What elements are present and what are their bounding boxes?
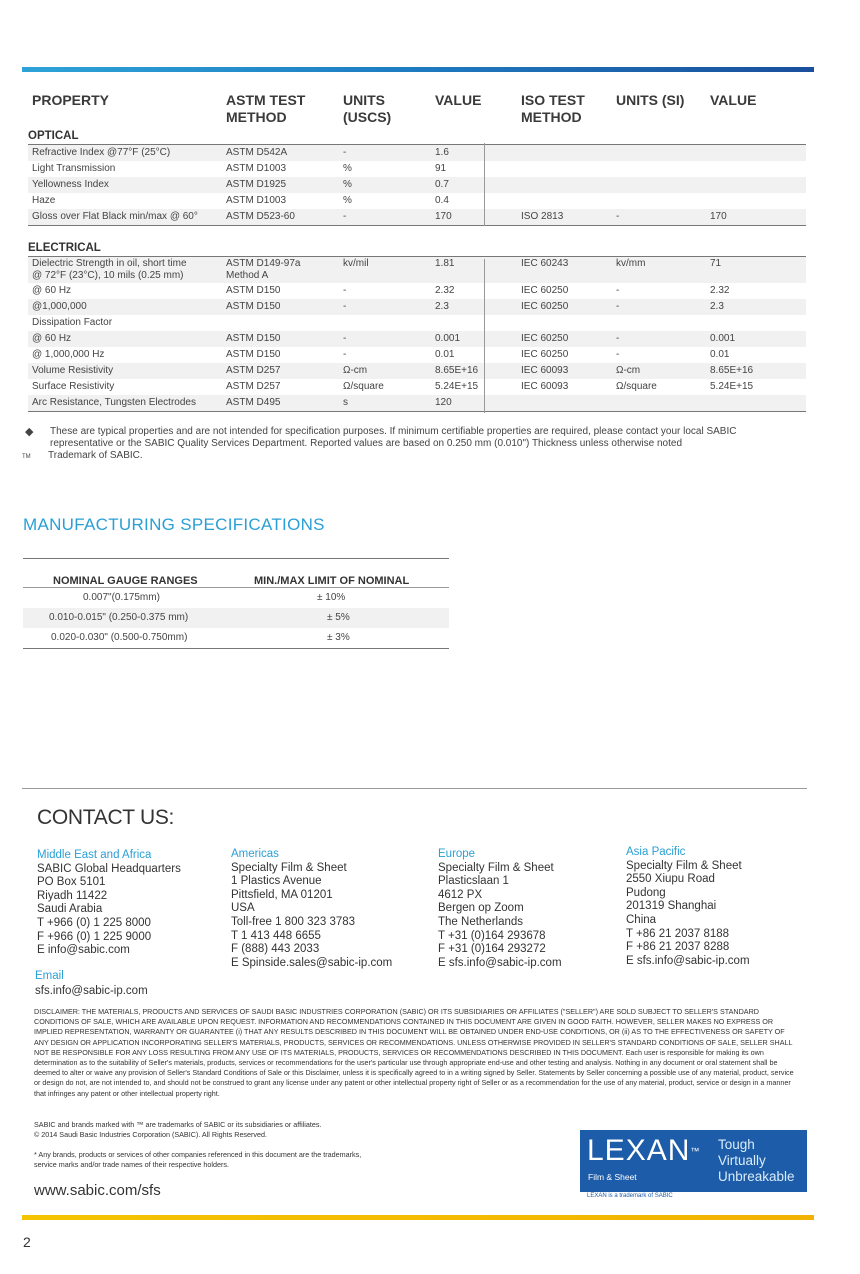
address-line: Specialty Film & Sheet (438, 861, 554, 874)
cell-units: - (343, 211, 347, 222)
property-table (28, 92, 806, 412)
cell-iso: IEC 60250 (521, 349, 569, 360)
cell-value-si: 5.24E+15 (710, 381, 754, 392)
lexan-logo (580, 1130, 807, 1192)
cell-units-si: - (616, 211, 620, 222)
logo-brand: LEXAN™ (587, 1134, 701, 1167)
logo-subtitle: Film & Sheet (588, 1172, 637, 1182)
address-line: Bergen op Zoom (438, 902, 524, 915)
cell-property: Dissipation Factor (32, 317, 113, 328)
table-row (28, 145, 806, 161)
cell-astm: ASTM D257 (226, 365, 281, 376)
table-row (28, 363, 806, 379)
cell-astm: ASTM D150 (226, 349, 281, 360)
address-line: PO Box 5101 (37, 876, 106, 889)
cell-gauge-range: 0.020-0.030" (0.500-0.750mm) (51, 632, 188, 643)
cell-limit: ± 3% (327, 632, 350, 643)
contact-asia (626, 846, 750, 968)
fax-line: F +31 (0)164 293272 (438, 943, 546, 956)
cell-value-si: 170 (710, 211, 727, 222)
table-row (28, 299, 806, 315)
table-row (28, 193, 806, 209)
cell-units: - (343, 301, 347, 312)
cell-iso: IEC 60250 (521, 333, 569, 344)
cell-units-si: Ω/square (616, 381, 657, 392)
fax-line: F +966 (0) 1 225 9000 (37, 930, 152, 943)
header-gauge-ranges: NOMINAL GAUGE RANGES (53, 575, 198, 587)
cell-value: 0.001 (435, 333, 461, 344)
table-row (28, 331, 806, 347)
cell-units: s (343, 397, 348, 408)
cell-value-si: 8.65E+16 (710, 365, 754, 376)
cell-value-si: 2.32 (710, 285, 730, 296)
cell-limit: ± 5% (327, 612, 350, 623)
cell-value-si: 0.01 (710, 349, 730, 360)
cell-property: Gloss over Flat Black min/max @ 60° (32, 211, 198, 222)
copyright-line: © 2014 Saudi Basic Industries Corporation (SABIC). All Rights Reserved. (34, 1130, 268, 1140)
phone-line: T +31 (0)164 293678 (438, 929, 546, 942)
table-row (23, 608, 449, 628)
table-row (23, 628, 449, 648)
trademark-line: SABIC and brands marked with ™ are trademarks of SABIC or its subsidiaries or affiliates. (34, 1120, 322, 1129)
cell-value: 1.81 (435, 258, 455, 269)
cell-units-si: - (616, 333, 620, 344)
cell-value: 8.65E+16 (435, 365, 479, 376)
other-trademarks-line: service marks and/or trade names of their respective holders. (34, 1160, 229, 1170)
fax-line: F +86 21 2037 8288 (626, 941, 730, 954)
cell-property: Surface Resistivity (32, 381, 115, 392)
cell-value: 0.4 (435, 195, 449, 206)
table-row (23, 588, 449, 608)
address-line: SABIC Global Headquarters (37, 862, 181, 875)
cell-limit: ± 10% (317, 592, 346, 603)
cell-value: 91 (435, 163, 447, 174)
cell-property: Yellowness Index (32, 179, 109, 190)
fax-line: F (888) 443 2033 (231, 943, 320, 956)
address-line: 4612 PX (438, 888, 483, 901)
cell-units: Ω/square (343, 381, 384, 392)
cell-astm: ASTM D150 (226, 333, 281, 344)
top-accent-bar (22, 67, 814, 72)
manufacturing-table (23, 558, 449, 649)
cell-property: Dielectric Strength in oil, short time @ 72°F (23°C), 10 mils (0.25 mm) (32, 258, 187, 281)
header-limit: MIN./MAX LIMIT OF NOMINAL (254, 575, 410, 587)
email-link[interactable]: E sfs.info@sabic-ip.com (438, 956, 562, 969)
address-line: China (626, 913, 657, 926)
cell-property: Arc Resistance, Tungsten Electrodes (32, 397, 196, 408)
cell-units: - (343, 349, 347, 360)
cell-value: 2.32 (435, 285, 455, 296)
cell-property: Volume Resistivity (32, 365, 114, 376)
bottom-accent-bar (22, 1215, 814, 1220)
email-link[interactable]: E sfs.info@sabic-ip.com (626, 954, 750, 967)
header-value: VALUE (435, 92, 482, 108)
trademark-note (22, 450, 143, 462)
cell-units: - (343, 333, 347, 344)
contact-europe (438, 848, 562, 970)
email-label: Email (35, 970, 64, 982)
diamond-icon: ◆ (25, 426, 34, 438)
cell-value: 5.24E+15 (435, 381, 479, 392)
table-header (28, 92, 806, 128)
header-value-si: VALUE (710, 92, 757, 108)
cell-iso: IEC 60250 (521, 301, 569, 312)
phone-line: T +86 21 2037 8188 (626, 927, 730, 940)
manufacturing-header (23, 559, 449, 587)
region-label: Americas (231, 848, 279, 860)
cell-units: % (343, 179, 352, 190)
cell-units: % (343, 195, 352, 206)
cell-value-si: 0.001 (710, 333, 736, 344)
typical-note-line2: representative or the SABIC Quality Services Department. Reported values are based on 0.250 mm (0.010") Thickness unless otherwise noted (50, 438, 683, 449)
table-row (28, 177, 806, 193)
trademark-statement (34, 1120, 322, 1140)
email-link[interactable]: E Spinside.sales@sabic-ip.com (231, 956, 393, 969)
address-line: Pittsfield, MA 01201 (231, 888, 333, 901)
address-line: Specialty Film & Sheet (626, 859, 742, 872)
typical-note-line1: These are typical properties and are not intended for specification purposes. If minimum certifiable properties are required, please contact your local SABIC (50, 426, 737, 437)
section-divider (28, 411, 806, 412)
table-row (28, 315, 806, 331)
section-electrical: ELECTRICAL (28, 242, 101, 254)
table-row (28, 379, 806, 395)
cell-gauge-range: 0.007"(0.175mm) (83, 592, 160, 603)
table-row (28, 161, 806, 177)
cell-property: Light Transmission (32, 163, 116, 174)
cell-value: 170 (435, 211, 452, 222)
iso-column-divider (484, 143, 485, 226)
cell-property: @ 60 Hz (32, 333, 72, 344)
cell-value: 1.6 (435, 147, 449, 158)
logo-tagline: Tough Virtually Unbreakable (718, 1137, 795, 1184)
cell-units-si: - (616, 285, 620, 296)
table-row (28, 347, 806, 363)
address-line: Specialty Film & Sheet (231, 861, 347, 874)
cell-property: @ 60 Hz (32, 285, 72, 296)
cell-units-si: kv/mm (616, 258, 646, 269)
tm-symbol: TM (22, 454, 31, 460)
table-row (28, 283, 806, 299)
header-iso-test: ISO TEST METHOD (521, 92, 585, 125)
trademark-text: Trademark of SABIC. (48, 450, 143, 461)
cell-property: Haze (32, 195, 56, 206)
cell-astm: ASTM D257 (226, 381, 281, 392)
address-line: Riyadh 11422 (37, 889, 108, 902)
section-divider (28, 225, 806, 226)
contact-americas (231, 848, 392, 970)
header-astm-test: ASTM TEST METHOD (226, 92, 306, 125)
address-line: 201319 Shanghai (626, 900, 717, 913)
cell-astm: ASTM D150 (226, 301, 281, 312)
cell-property: @ 1,000,000 Hz (32, 349, 105, 360)
cell-value: 2.3 (435, 301, 449, 312)
cell-value: 0.7 (435, 179, 449, 190)
contact-mea (37, 849, 181, 958)
contact-divider (22, 788, 807, 789)
other-trademarks-line: * Any brands, products or services of other companies referenced in this document are the trademarks, (34, 1150, 362, 1159)
cell-units: % (343, 163, 352, 174)
manufacturing-title: MANUFACTURING SPECIFICATIONS (23, 515, 325, 534)
cell-units: kv/mil (343, 258, 369, 269)
region-label: Europe (438, 848, 476, 860)
table-row (28, 395, 806, 411)
cell-units: - (343, 147, 347, 158)
header-units-uscs: UNITS (USCS) (343, 92, 392, 125)
cell-iso: IEC 60250 (521, 285, 569, 296)
address-line: USA (231, 902, 255, 915)
email-link[interactable]: E info@sabic.com (37, 944, 130, 957)
cell-units-si: - (616, 349, 620, 360)
website-link[interactable]: www.sabic.com/sfs (34, 1182, 161, 1199)
address-line: The Netherlands (438, 915, 524, 928)
cell-astm: ASTM D150 (226, 285, 281, 296)
header-units-si: UNITS (SI) (616, 92, 685, 108)
cell-astm: ASTM D1003 (226, 163, 287, 174)
address-line: 1 Plastics Avenue (231, 875, 322, 888)
contact-title: CONTACT US: (37, 806, 175, 829)
cell-units-si: - (616, 301, 620, 312)
cell-iso: IEC 60093 (521, 365, 569, 376)
region-label: Asia Pacific (626, 846, 686, 858)
cell-astm: ASTM D1925 (226, 179, 287, 190)
cell-property: Refractive Index @77°F (25°C) (32, 147, 171, 158)
region-label: Middle East and Africa (37, 849, 152, 861)
table-row (28, 257, 806, 283)
cell-value: 120 (435, 397, 452, 408)
cell-value-si: 71 (710, 258, 722, 269)
cell-iso: ISO 2813 (521, 211, 564, 222)
section-optical: OPTICAL (28, 130, 79, 142)
cell-units-si: Ω-cm (616, 365, 641, 376)
other-trademarks (34, 1150, 361, 1170)
iso-column-divider (484, 259, 485, 413)
cell-iso: IEC 60243 (521, 258, 569, 269)
address-line: Plasticslaan 1 (438, 875, 509, 888)
table-row (28, 209, 806, 225)
cell-astm: ASTM D1003 (226, 195, 287, 206)
cell-astm: ASTM D542A (226, 147, 288, 158)
cell-astm: ASTM D149-97a Method A (226, 258, 301, 281)
cell-astm: ASTM D523-60 (226, 211, 295, 222)
address-line: 2550 Xiupu Road (626, 873, 715, 886)
cell-value: 0.01 (435, 349, 455, 360)
address-line: Saudi Arabia (37, 903, 103, 916)
phone-line: Toll-free 1 800 323 3783 (231, 915, 356, 928)
cell-units: - (343, 285, 347, 296)
cell-units: Ω-cm (343, 365, 368, 376)
header-property: PROPERTY (32, 92, 110, 108)
address-line: Pudong (626, 886, 666, 899)
cell-property: @1,000,000 (32, 301, 87, 312)
phone-line: T 1 413 448 6655 (231, 929, 321, 942)
email-link[interactable]: sfs.info@sabic-ip.com (35, 985, 148, 997)
cell-gauge-range: 0.010-0.015" (0.250-0.375 mm) (49, 612, 189, 623)
typical-note (22, 426, 830, 450)
disclaimer-text: DISCLAIMER: THE MATERIALS, PRODUCTS AND SERVICES OF SAUDI BASIC INDUSTRIES CORPORATION (SABIC) OR ITS SUBSIDIARIES OR AFFILIATES ("SELLER") ARE SOLD SUBJECT TO SELLER'S STANDARD CONDITIONS OF SALE, WHICH ARE AVAILABLE UPON REQUEST. INFORMATION AND RECOMMENDATIONS CONTAINED IN THIS DOCUMENT ARE GIVEN IN GOOD FAITH. HOWEVER, SELLER MAKES NO EXPRESS OR IMPLIED REPRESENTATION, WARRANTY OR GUARANTEE (i) THAT ANY RESULTS DESCRIBED IN THIS DOCUMENT WILL BE OBTAINED UNDER END-USE CONDITIONS, OR (ii) AS TO THE EFFECTIVENESS OR SAFETY OF ANY DESIGN OR APPLICATION INCORPORATING SELLER'S MATERIALS, PRODUCTS, SERVICES OR RECOMMENDATIONS. UNLESS OTHERWISE PROVIDED IN SELLER'S STANDARD CONDITIONS OF SALE, SELLER SHALL NOT BE RESPONSIBLE FOR ANY LOSS RESULTING FROM ANY USE OF ITS MATERIALS, PRODUCTS, SERVICES OR RECOMMENDATIONS DESCRIBED IN THIS DOCUMENT. Each user is responsible for making its own determination as to the suitability of Seller's materials, products, services or recommendations for the user's particular use through appropriate end-use and other testing and analysis. Nothing in any document or oral statement shall be deemed to alter or waive any provision of Seller's Standard Conditions of Sale or this Disclaimer, unless it is specifically agreed to in a writing signed by Seller. Statements by Seller concerning a possible use of any material, product, service or design do not, are not intended to, and should not be construed to grant any license under any patent or other intellectual property right of Seller or as a recommendation for the use of any material, product, service or design in a manner that infringes any patent or other intellectual property right. (34, 1007, 794, 1098)
cell-value-si: 2.3 (710, 301, 724, 312)
cell-astm: ASTM D495 (226, 397, 281, 408)
table-rule (23, 648, 449, 649)
phone-line: T +966 (0) 1 225 8000 (37, 916, 151, 929)
cell-iso: IEC 60093 (521, 381, 569, 392)
logo-trademark-note: LEXAN is a trademark of SABIC (587, 1193, 673, 1199)
page-number: 2 (23, 1234, 31, 1250)
